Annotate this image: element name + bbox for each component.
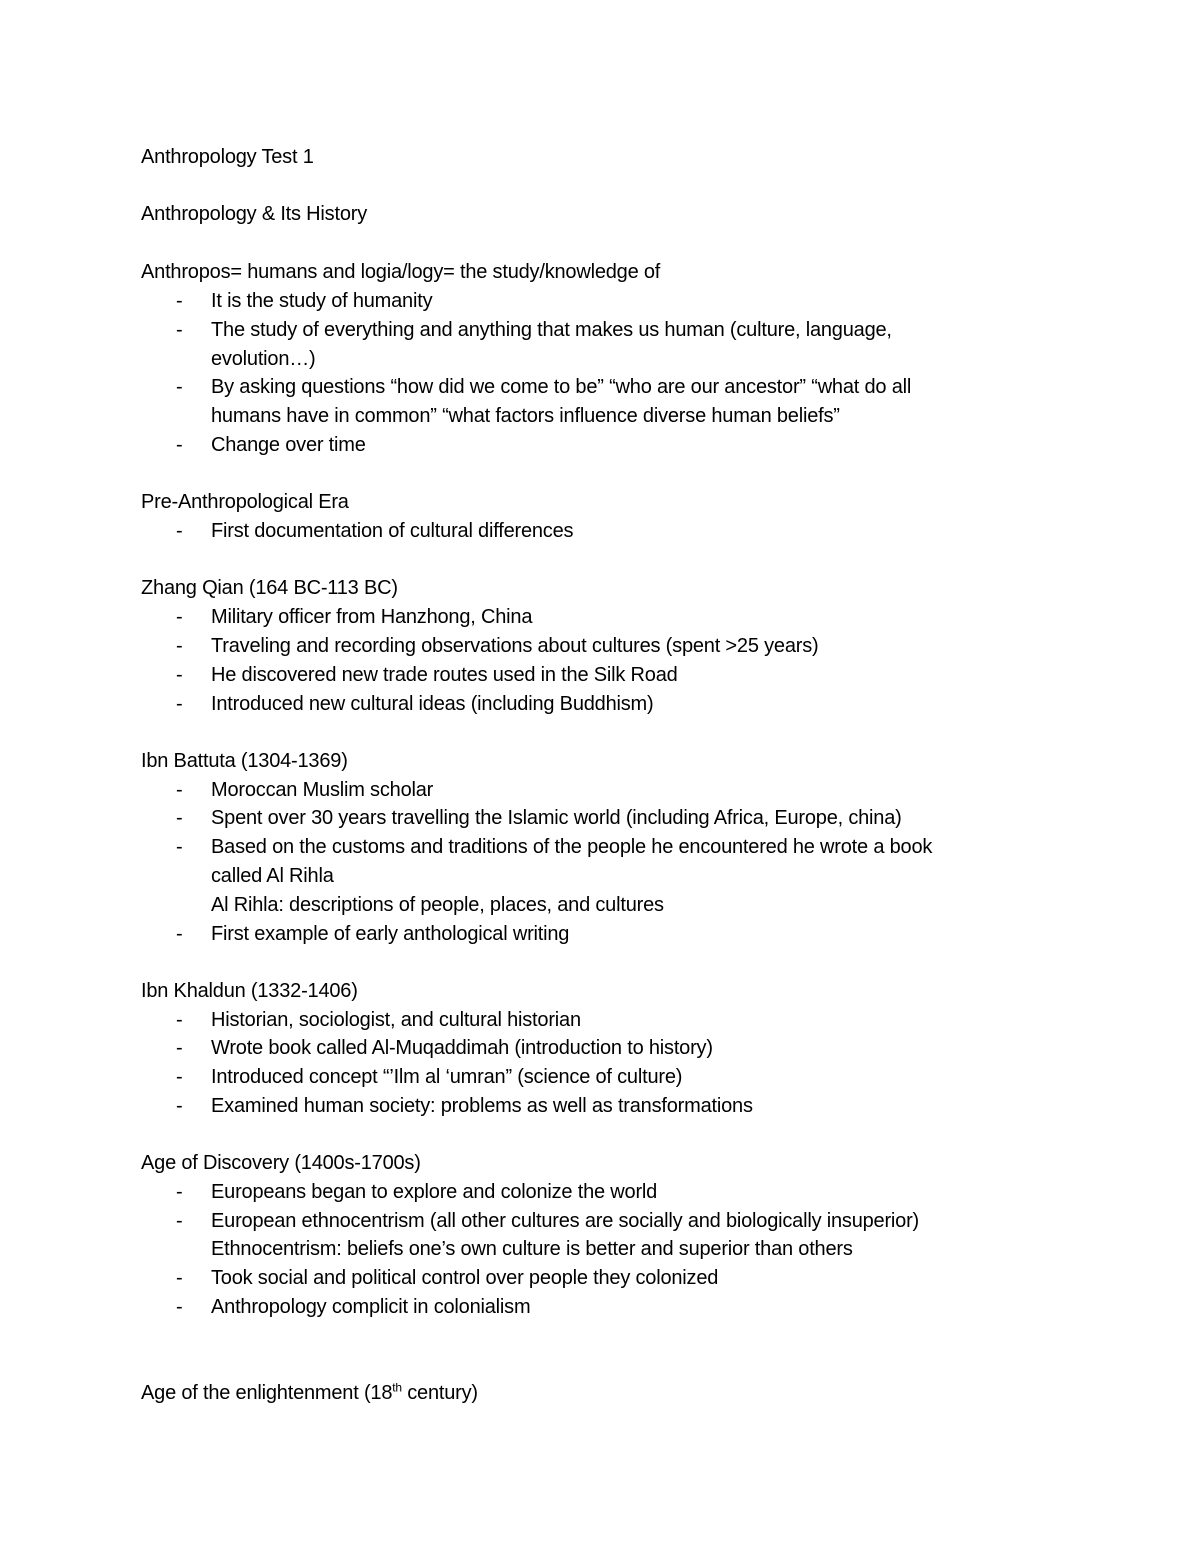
document-heading: Anthropology & Its History <box>141 203 368 225</box>
section-heading: Zhang Qian (164 BC-113 BC) <box>141 577 398 599</box>
bullet-dash: - <box>176 1296 183 1318</box>
list-item-continuation: Ethnocentrism: beliefs one’s own culture is better and superior than others <box>211 1238 853 1260</box>
bullet-dash: - <box>176 693 183 715</box>
bullet-dash: - <box>176 376 183 398</box>
bullet-dash: - <box>176 1095 183 1117</box>
list-item: Introduced new cultural ideas (including Buddhism) <box>211 693 654 715</box>
list-item: European ethnocentrism (all other cultures are socially and biologically insuperior) <box>211 1210 920 1232</box>
list-item: Took social and political control over people they colonized <box>211 1267 719 1289</box>
list-item: Change over time <box>211 434 366 456</box>
list-item: Anthropology complicit in colonialism <box>211 1296 531 1318</box>
bullet-dash: - <box>176 664 183 686</box>
list-item: Wrote book called Al-Muqaddimah (introduction to history) <box>211 1037 713 1059</box>
bullet-dash: - <box>176 1181 183 1203</box>
section-heading: Ibn Battuta (1304-1369) <box>141 750 348 772</box>
list-item: Introduced concept “’Ilm al ‘umran” (science of culture) <box>211 1066 683 1088</box>
list-item-continuation: Al Rihla: descriptions of people, places, and cultures <box>211 894 664 916</box>
heading-superscript: th <box>392 1380 402 1395</box>
list-item: Examined human society: problems as well as transformations <box>211 1095 753 1117</box>
list-item: Military officer from Hanzhong, China <box>211 606 533 628</box>
section-heading: Pre-Anthropological Era <box>141 491 349 513</box>
bullet-dash: - <box>176 635 183 657</box>
list-item-continuation: called Al Rihla <box>211 865 334 887</box>
bullet-dash: - <box>176 290 183 312</box>
bullet-dash: - <box>176 923 183 945</box>
bullet-dash: - <box>176 434 183 456</box>
bullet-dash: - <box>176 606 183 628</box>
bullet-dash: - <box>176 1009 183 1031</box>
section-heading-enlightenment <box>141 1379 478 1408</box>
list-item: Spent over 30 years travelling the Islamic world (including Africa, Europe, china) <box>211 807 902 829</box>
list-item: Europeans began to explore and colonize the world <box>211 1181 658 1203</box>
list-item: By asking questions “how did we come to be” “who are our ancestor” “what do all <box>211 376 912 398</box>
bullet-dash: - <box>176 1210 183 1232</box>
list-item: It is the study of humanity <box>211 290 433 312</box>
bullet-dash: - <box>176 1267 183 1289</box>
document-title: Anthropology Test 1 <box>141 146 314 168</box>
list-item-continuation: humans have in common” “what factors influence diverse human beliefs” <box>211 405 840 427</box>
list-item: Moroccan Muslim scholar <box>211 779 434 801</box>
list-item: He discovered new trade routes used in the Silk Road <box>211 664 678 686</box>
bullet-dash: - <box>176 836 183 858</box>
list-item: Traveling and recording observations about cultures (spent >25 years) <box>211 635 819 657</box>
heading-text-before: Age of the enlightenment (18 <box>141 1382 393 1404</box>
bullet-dash: - <box>176 319 183 341</box>
list-item: First documentation of cultural differences <box>211 520 574 542</box>
bullet-dash: - <box>176 1037 183 1059</box>
list-item: Based on the customs and traditions of the people he encountered he wrote a book <box>211 836 933 858</box>
section-heading: Ibn Khaldun (1332-1406) <box>141 980 358 1002</box>
list-item-continuation: evolution…) <box>211 348 316 370</box>
bullet-dash: - <box>176 520 183 542</box>
bullet-dash: - <box>176 779 183 801</box>
bullet-dash: - <box>176 807 183 829</box>
bullet-dash: - <box>176 1066 183 1088</box>
heading-text-after: century) <box>401 1382 478 1404</box>
section-heading: Anthropos= humans and logia/logy= the study/knowledge of <box>141 261 661 283</box>
section-heading: Age of Discovery (1400s-1700s) <box>141 1152 421 1174</box>
list-item: First example of early anthological writing <box>211 923 570 945</box>
list-item: Historian, sociologist, and cultural historian <box>211 1009 581 1031</box>
list-item: The study of everything and anything that makes us human (culture, language, <box>211 319 892 341</box>
